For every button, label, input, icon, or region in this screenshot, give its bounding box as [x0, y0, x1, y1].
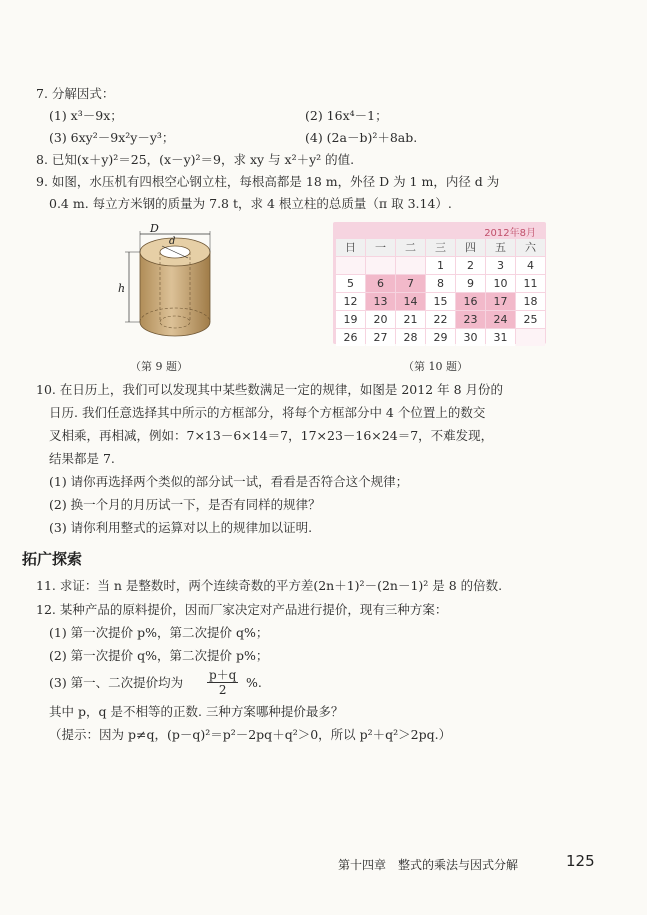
calendar-weekday: 五 — [486, 239, 515, 256]
calendar-day: 22 — [426, 311, 455, 328]
calendar-day: 15 — [426, 293, 455, 310]
calendar-day: 31 — [486, 329, 515, 346]
calendar-day: 2 — [456, 257, 485, 274]
calendar-weekday: 一 — [366, 239, 395, 256]
problem-10-line4: 结果都是 7. — [49, 451, 115, 466]
calendar-day: 4 — [516, 257, 545, 274]
label-d: d — [169, 236, 176, 247]
calendar — [333, 222, 546, 344]
problem-12-s2: (2) 第一次提价 q%，第二次提价 p%； — [49, 648, 269, 663]
calendar-day: 26 — [336, 329, 365, 346]
calendar-weekday: 六 — [516, 239, 545, 256]
calendar-day: 9 — [456, 275, 485, 292]
calendar-day: 18 — [516, 293, 545, 310]
calendar-day: 11 — [516, 275, 545, 292]
calendar-day: 29 — [426, 329, 455, 346]
fraction — [207, 668, 238, 697]
calendar-day: 13 — [366, 293, 395, 310]
calendar-day: 16 — [456, 293, 485, 310]
label-D: D — [150, 222, 159, 235]
calendar-day: 19 — [336, 311, 365, 328]
problem-12-line1: 12. 某种产品的原料提价，因而厂家决定对产品进行提价，现有三种方案： — [36, 602, 448, 617]
calendar-day: 3 — [486, 257, 515, 274]
calendar-day: 8 — [426, 275, 455, 292]
calendar-day — [516, 329, 545, 346]
calendar-day: 14 — [396, 293, 425, 310]
calendar-weekday: 二 — [396, 239, 425, 256]
chapter-footer: 第十四章 整式的乘法与因式分解 — [338, 858, 519, 872]
problem-10-line3: 叉相乘，再相减，例如：7×13－6×14＝7，17×23－16×24＝7，不难发现， — [49, 428, 494, 443]
problem-9-line2: 0.4 m. 每立方米钢的质量为 7.8 t，求 4 根立柱的总质量（π 取 3.14）. — [49, 196, 452, 211]
calendar-weekday: 四 — [456, 239, 485, 256]
calendar-day: 7 — [396, 275, 425, 292]
calendar-day: 25 — [516, 311, 545, 328]
cylinder-figure — [115, 222, 225, 352]
calendar-weekday: 三 — [426, 239, 455, 256]
calendar-day: 5 — [336, 275, 365, 292]
problem-12-s3-prefix: (3) 第一、二次提价均为 — [49, 675, 184, 690]
problem-10-s3: (3) 请你利用整式的运算对以上的规律加以证明. — [49, 520, 313, 535]
problem-10-s2: (2) 换一个月的月历试一下，是否有同样的规律？ — [49, 497, 321, 512]
calendar-day: 12 — [336, 293, 365, 310]
problem-12-hint: （提示：因为 p≠q，(p－q)²＝p²－2pq＋q²＞0，所以 p²＋q²＞2pq.） — [49, 727, 452, 742]
problem-10-s1: (1) 请你再选择两个类似的部分试一试，看看是否符合这个规律； — [49, 474, 409, 489]
calendar-day: 17 — [486, 293, 515, 310]
calendar-day: 20 — [366, 311, 395, 328]
problem-12-question: 其中 p，q 是不相等的正数. 三种方案哪种提价最多？ — [49, 704, 344, 719]
calendar-day — [366, 257, 395, 274]
problem-12-s1: (1) 第一次提价 p%，第二次提价 q%； — [49, 625, 269, 640]
problem-7-title: 7. 分解因式： — [36, 86, 115, 101]
label-h: h — [118, 282, 126, 295]
problem-7-a: (1) x³－9x； — [49, 108, 123, 123]
page-number: 125 — [566, 852, 595, 870]
problem-8: 8. 已知(x＋y)²＝25，(x－y)²＝9，求 xy 与 x²＋y² 的值. — [36, 152, 355, 167]
calendar-day: 23 — [456, 311, 485, 328]
problem-9-line1: 9. 如图，水压机有四根空心钢立柱，每根高都是 18 m，外径 D 为 1 m，内径 d 为 — [36, 174, 500, 189]
calendar-day — [336, 257, 365, 274]
figure-10-caption: （第 10 题） — [403, 360, 468, 373]
problem-10-line2: 日历. 我们任意选择其中所示的方框部分，将每个方框部分中 4 个位置上的数交 — [49, 405, 486, 420]
calendar-grid — [336, 239, 545, 346]
fraction-denominator: 2 — [218, 683, 227, 697]
calendar-day: 1 — [426, 257, 455, 274]
problem-7-b: (2) 16x⁴－1； — [305, 108, 388, 123]
calendar-weekday: 日 — [336, 239, 365, 256]
calendar-day: 30 — [456, 329, 485, 346]
calendar-day: 21 — [396, 311, 425, 328]
problem-10-line1: 10. 在日历上，我们可以发现其中某些数满足一定的规律，如图是 2012 年 8 月份的 — [36, 382, 504, 397]
problem-11: 11. 求证：当 n 是整数时，两个连续奇数的平方差(2n＋1)²－(2n－1)² 是 8 的倍数. — [36, 578, 503, 593]
calendar-day: 24 — [486, 311, 515, 328]
calendar-day: 10 — [486, 275, 515, 292]
fraction-numerator: p＋q — [209, 668, 237, 682]
figure-9-caption: （第 9 题） — [130, 360, 188, 373]
calendar-day: 28 — [396, 329, 425, 346]
problem-12-s3-suffix: %. — [246, 675, 262, 690]
calendar-title: 2012年8月 — [484, 228, 536, 239]
calendar-day: 6 — [366, 275, 395, 292]
problem-7-d: (4) (2a－b)²＋8ab. — [305, 130, 418, 145]
problem-7-c: (3) 6xy²－9x²y－y³； — [49, 130, 175, 145]
calendar-day: 27 — [366, 329, 395, 346]
section-heading: 拓广探索 — [22, 550, 83, 568]
calendar-day — [396, 257, 425, 274]
